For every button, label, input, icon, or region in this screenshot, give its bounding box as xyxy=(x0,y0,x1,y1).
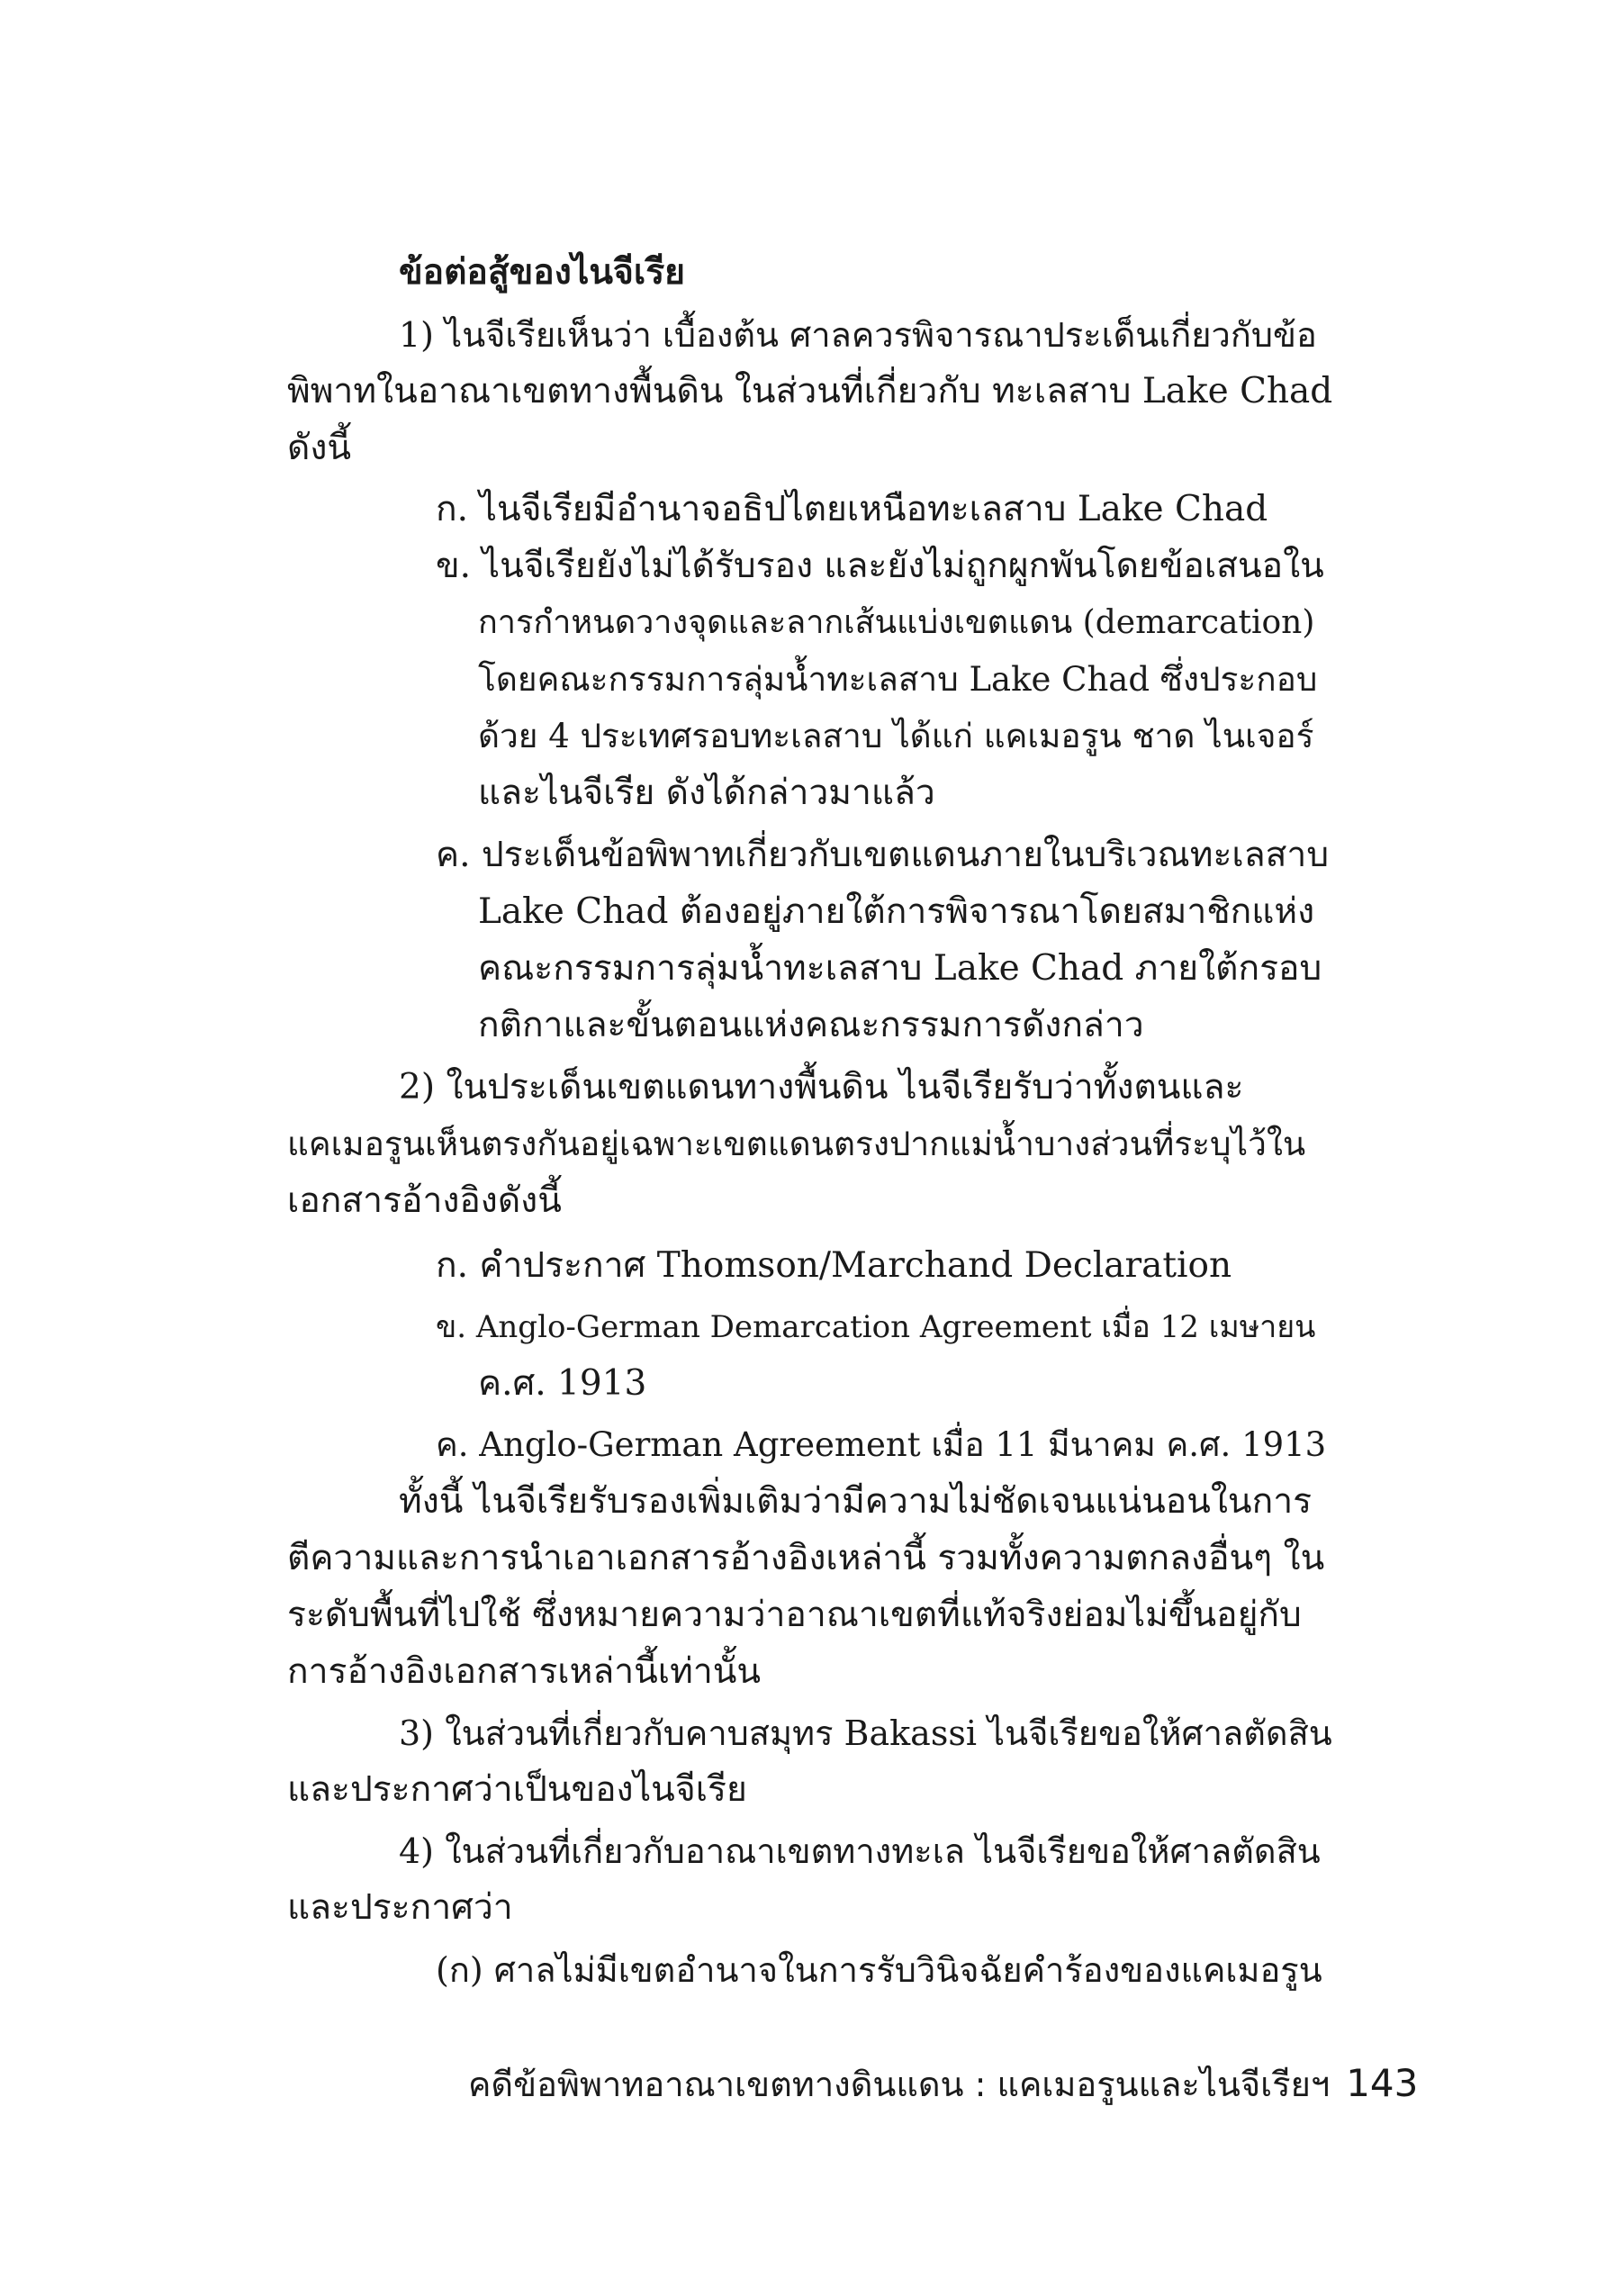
paragraph-line: ดังนี้ xyxy=(287,428,352,468)
list-item-continuation: คณะกรรมการลุ่มน้ำทะเลสาบ Lake Chad ภายใต้กรอบ xyxy=(478,948,1322,989)
list-item-continuation: ค.ศ. 1913 xyxy=(478,1363,647,1404)
paragraph-line: เอกสารอ้างอิงดังนี้ xyxy=(287,1180,562,1221)
paragraph-line: 4) ในส่วนที่เกี่ยวกับอาณาเขตทางทะเล ไนจีเรียขอให้ศาลตัดสิน xyxy=(399,1831,1321,1871)
list-item-continuation: โดยคณะกรรมการลุ่มน้ำทะเลสาบ Lake Chad ซึ่งประกอบ xyxy=(478,660,1318,699)
list-item: ค. Anglo-German Agreement เมื่อ 11 มีนาคม ค.ศ. 1913 xyxy=(436,1425,1327,1464)
list-item: (ก) ศาลไม่มีเขตอำนาจในการรับวินิจฉัยคำร้องของแคเมอรูน xyxy=(436,1950,1322,1990)
page-footer xyxy=(468,2058,1419,2109)
paragraph-line: ระดับพื้นที่ไปใช้ ซึ่งหมายความว่าอาณาเขตที่แท้จริงย่อมไม่ขึ้นอยู่กับ xyxy=(287,1595,1302,1635)
paragraph-line: และประกาศว่า xyxy=(287,1887,513,1928)
list-item-continuation: กติกาและขั้นตอนแห่งคณะกรรมการดังกล่าว xyxy=(478,1005,1144,1045)
list-item: ข. Anglo-German Demarcation Agreement เมื่อ 12 เมษายน xyxy=(436,1309,1316,1345)
paragraph-line: ตีความและการนำเอาเอกสารอ้างอิงเหล่านี้ รวมทั้งความตกลงอื่นๆ ใน xyxy=(287,1538,1325,1578)
paragraph-line: ทั้งนี้ ไนจีเรียรับรองเพิ่มเติมว่ามีความไม่ชัดเจนแน่นอนในการ xyxy=(399,1481,1313,1522)
paragraph-line: พิพาทในอาณาเขตทางพื้นดิน ในส่วนที่เกี่ยวกับ ทะเลสาบ Lake Chad xyxy=(287,371,1333,411)
paragraph-line: การอ้างอิงเอกสารเหล่านี้เท่านั้น xyxy=(287,1651,762,1692)
paragraph-line: แคเมอรูนเห็นตรงกันอยู่เฉพาะเขตแดนตรงปากแม่น้ำบางส่วนที่ระบุไว้ใน xyxy=(287,1125,1306,1163)
running-title: คดีข้อพิพาทอาณาเขตทางดินแดน : แคเมอรูนและไนจีเรียฯ xyxy=(468,2065,1331,2104)
list-item-continuation: และไนจีเรีย ดังได้กล่าวมาแล้ว xyxy=(478,773,935,813)
page-number: 143 xyxy=(1346,2061,1419,2105)
list-item: ค. ประเด็นข้อพิพาทเกี่ยวกับเขตแดนภายในบริเวณทะเลสาบ xyxy=(436,835,1330,875)
paragraph-line: และประกาศว่าเป็นของไนจีเรีย xyxy=(287,1769,747,1810)
list-item-continuation: Lake Chad ต้องอยู่ภายใต้การพิจารณาโดยสมาชิกแห่ง xyxy=(478,891,1315,932)
list-item: ก. คำประกาศ Thomson/Marchand Declaration xyxy=(436,1245,1232,1286)
list-item: ก. ไนจีเรียมีอำนาจอธิปไตยเหนือทะเลสาบ Lake Chad xyxy=(436,489,1268,529)
section-heading: ข้อต่อสู้ของไนจีเรีย xyxy=(399,251,686,293)
list-item-continuation: ด้วย 4 ประเทศรอบทะเลสาบ ได้แก่ แคเมอรูน ชาด ไนเจอร์ xyxy=(478,717,1314,755)
list-item: ข. ไนจีเรียยังไม่ได้รับรอง และยังไม่ถูกผูกพันโดยข้อเสนอใน xyxy=(436,546,1324,586)
paragraph-line: 2) ในประเด็นเขตแดนทางพื้นดิน ไนจีเรียรับว่าทั้งตนและ xyxy=(399,1067,1244,1107)
paragraph-line: 1) ไนจีเรียเห็นว่า เบื้องต้น ศาลควรพิจารณาประเด็นเกี่ยวกับข้อ xyxy=(399,315,1317,355)
paragraph-line: 3) ในส่วนที่เกี่ยวกับคาบสมุทร Bakassi ไนจีเรียขอให้ศาลตัดสิน xyxy=(399,1713,1332,1753)
list-item-continuation: การกำหนดวางจุดและลากเส้นแบ่งเขตแดน (demarcation) xyxy=(478,604,1315,641)
